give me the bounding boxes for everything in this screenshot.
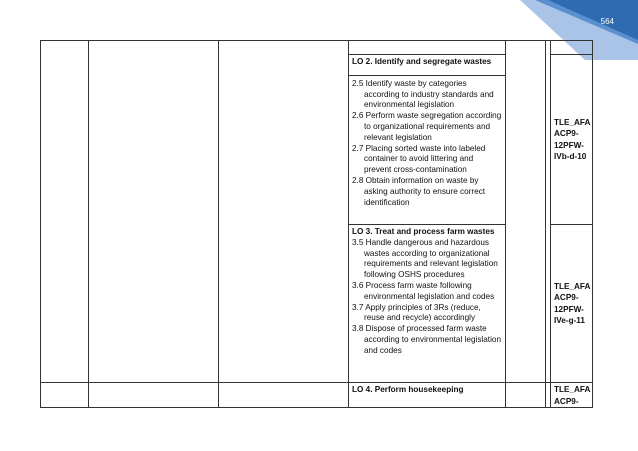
table-cell (219, 383, 349, 408)
learning-outcome-cell (349, 225, 506, 383)
code-line: ACP9- (554, 293, 579, 302)
list-item: 3.8 Dispose of processed farm waste according to environmental legislation and codes (352, 324, 501, 355)
list-item: 2.7 Placing sorted waste into labeled container to avoid littering and prevent cross-contamination (352, 143, 486, 175)
table-cell (219, 41, 349, 383)
list-item: 2.6 Perform waste segregation according to organizational requirements and relevant legislation (352, 111, 502, 142)
code-line: TLE_AFA (554, 281, 591, 291)
table-cell (551, 41, 593, 55)
table-row (41, 383, 593, 408)
learning-outcome-cell (349, 55, 506, 225)
code-cell (551, 383, 593, 408)
code-line: IVb-d-10 (554, 152, 587, 161)
table-cell (41, 41, 89, 383)
code-cell (551, 225, 593, 383)
table-cell (349, 41, 506, 55)
code-cell (551, 55, 593, 225)
code-line: IVe-g-11 (554, 316, 585, 325)
list-item: 3.5 Handle dangerous and hazardous wastes according to organizational requirements and relevant legislation following OSHS procedures (352, 237, 498, 280)
list-item: 3.7 Apply principles of 3Rs (reduce, reuse and recycle) accordingly (352, 302, 481, 323)
table-cell (89, 41, 219, 383)
table-cell (506, 383, 546, 408)
code-line: TLE_AFA (554, 385, 591, 394)
list-item: 2.8 Obtain information on waste by asking authority to ensure correct identification (352, 175, 486, 207)
code-line: 12PFW- (554, 140, 584, 150)
learning-outcome-cell (349, 383, 506, 408)
page-number: 564 (600, 17, 614, 26)
lo-title: LO 2. Identify and segregate wastes (349, 57, 505, 76)
table-header-row (41, 41, 593, 55)
code-line: 12PFW- (554, 304, 584, 314)
table-cell (89, 383, 219, 408)
code-line: ACP9- (554, 396, 579, 406)
code-line: ACP9- (554, 129, 579, 138)
curriculum-table (40, 40, 593, 408)
list-item: 3.6 Process farm waste following environmental legislation and codes (352, 280, 495, 301)
code-line: TLE_AFA (554, 117, 591, 127)
table-cell (41, 383, 89, 408)
table-cell (506, 41, 546, 383)
lo-title: LO 4. Perform housekeeping (352, 385, 464, 394)
lo-title: LO 3. Treat and process farm wastes (352, 227, 495, 236)
list-item: 2.5 Identify waste by categories according to industry standards and environmental legislation (352, 78, 494, 110)
